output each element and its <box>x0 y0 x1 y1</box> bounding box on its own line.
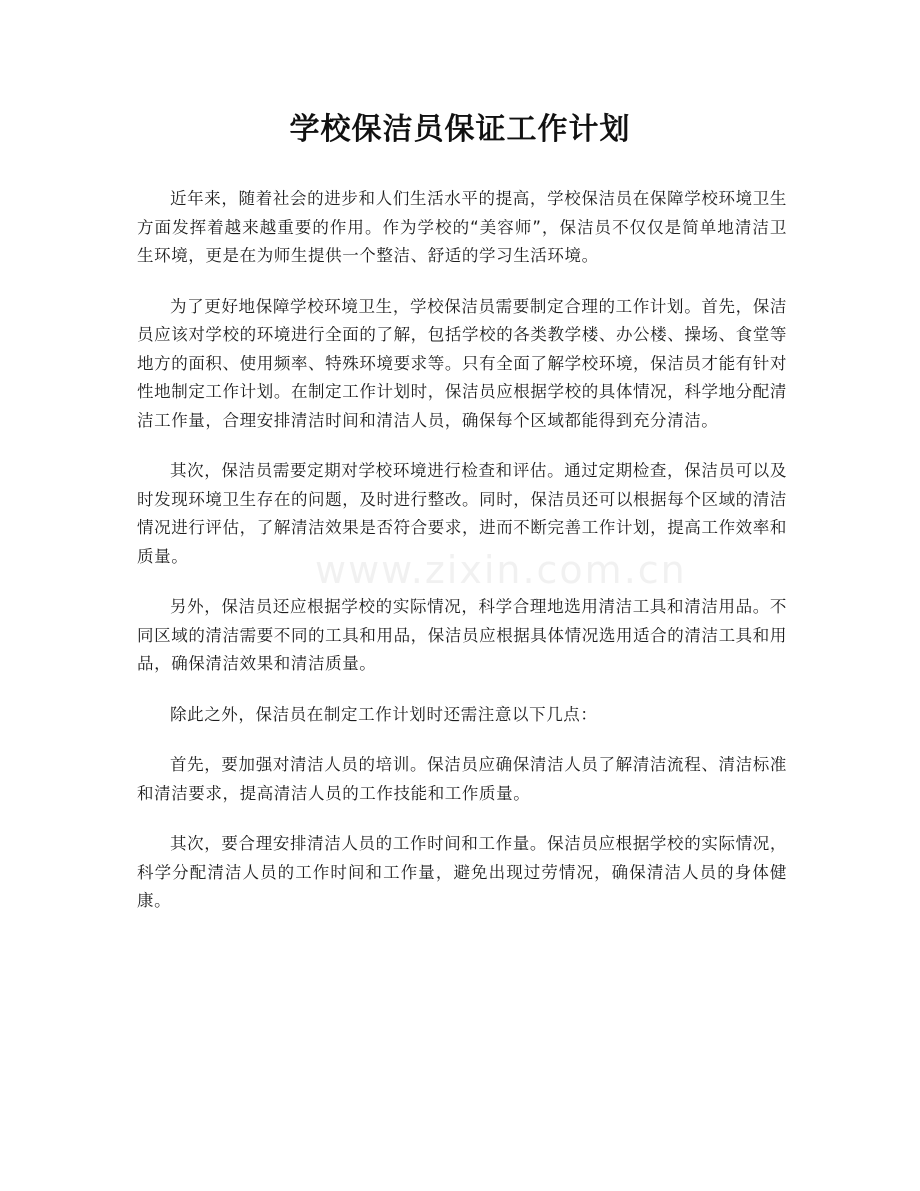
paragraph: 其次，要合理安排清洁人员的工作时间和工作量。保洁员应根据学校的实际情况，科学分配清洁人员的工作时间和工作量，避免出现过劳情况，确保清洁人员的身体健康。 <box>137 834 787 910</box>
document-title: 学校保洁员保证工作计划 <box>289 112 631 147</box>
document-body <box>137 185 787 938</box>
paragraph: 其次，保洁员需要定期对学校环境进行检查和评估。通过定期检查，保洁员可以及时发现环境卫生存在的问题，及时进行整改。同时，保洁员还可以根据每个区域的清洁情况进行评估，了解清洁效果是否符合要求，进而不断完善工作计划，提高工作效率和质量。 <box>137 461 787 566</box>
paragraph: 除此之外，保洁员在制定工作计划时还需注意以下几点： <box>170 704 598 724</box>
paragraph: 另外，保洁员还应根据学校的实际情况，科学合理地选用清洁工具和清洁用品。不同区域的清洁需要不同的工具和用品，保洁员应根据具体情况选用适合的清洁工具和用品，确保清洁效果和清洁质量。 <box>137 597 787 673</box>
paragraph: 首先，要加强对清洁人员的培训。保洁员应确保清洁人员了解清洁流程、清洁标准和清洁要求，提高清洁人员的工作技能和工作质量。 <box>137 755 787 803</box>
paragraph: 为了更好地保障学校环境卫生，学校保洁员需要制定合理的工作计划。首先，保洁员应该对学校的环境进行全面的了解，包括学校的各类教学楼、办公楼、操场、食堂等地方的面积、使用频率、特殊环境要求等。只有全面了解学校环境，保洁员才能有针对性地制定工作计划。在制定工作计划时，保洁员应根据学校的具体情况，科学地分配清洁工作量，合理安排清洁时间和清洁人员，确保每个区域都能得到充分清洁。 <box>137 296 787 430</box>
paragraph: 近年来，随着社会的进步和人们生活水平的提高，学校保洁员在保障学校环境卫生方面发挥着越来越重要的作用。作为学校的“美容师”，保洁员不仅仅是简单地清洁卫生环境，更是在为师生提供一个整洁、舒适的学习生活环境。 <box>137 189 787 265</box>
watermark: www.zixin.com.cn <box>315 548 687 592</box>
